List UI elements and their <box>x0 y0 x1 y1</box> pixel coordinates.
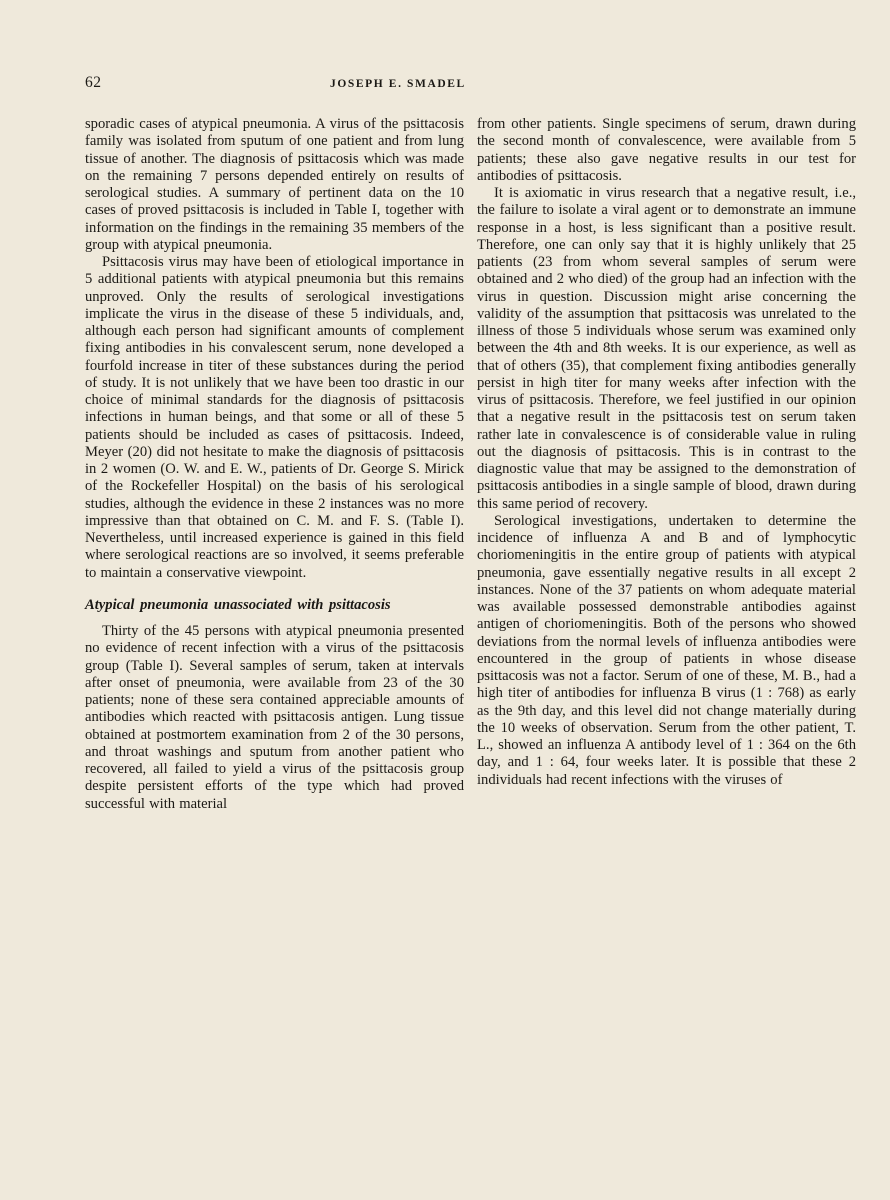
paragraph: It is axiomatic in virus research that a negative result, i.e., the failure to isolate a viral agent or to demonstrate an immune response in a host, is less significant than a positive result. Therefore, one can only say that it is highly unlikely that 25 patients (23 from whom several samples of serum were obtained and 2 who died) of the group had an infection with the virus in question. Discussion might arise concerning the validity of the assumption that psittacosis was unrelated to the illness of those 5 individuals whose serum was examined only between the 4th and 8th weeks. It is our experience, as well as that of others (35), that complement fixing antibodies generally persist in high titer for many weeks after infection with the virus of psittacosis. Therefore, we feel justified in our opinion that a negative result in the psittacosis test on serum taken rather late in convalescence is of considerable value in ruling out the diagnosis of psittacosis. This is in contrast to the diagnostic value that may be assigned to the demonstration of psittacosis antibodies in a single sample of blood, drawn during this same period of recovery. <box>477 185 856 512</box>
left-column <box>85 116 464 813</box>
page-header <box>0 0 890 112</box>
two-column-body <box>0 112 890 813</box>
paragraph: from other patients. Single specimens of serum, drawn during the second month of convalescence, were available from 5 patients; these also gave negative results in our test for antibodies of psittacosis. <box>477 116 856 184</box>
running-title: JOSEPH E. SMADEL <box>330 78 466 90</box>
right-column <box>477 116 856 813</box>
paragraph: Thirty of the 45 persons with atypical pneumonia presented no evidence of recent infection with a virus of the psittacosis group (Table I). Several samples of serum, taken at intervals after onset of pneumonia, were available from 23 of the 30 patients; none of these sera contained appreciable amounts of antibodies which reacted with psittacosis antigen. Lung tissue obtained at postmortem examination from 2 of the 30 persons, and throat washings and sputum from another patient who recovered, all failed to yield a virus of the psittacosis group despite persistent efforts of the type which had proved successful with material <box>85 623 464 812</box>
section-heading: Atypical pneumonia unassociated with psittacosis <box>85 596 391 613</box>
paragraph: sporadic cases of atypical pneumonia. A virus of the psittacosis family was isolated from sputum of one patient and from lung tissue of another. The diagnosis of psittacosis which was made on the remaining 7 persons depended entirely on results of serological studies. A summary of pertinent data on the 10 cases of proved psittacosis is included in Table I, together with information on the findings in the remaining 35 members of the group with atypical pneumonia. <box>85 116 464 253</box>
paragraph: Psittacosis virus may have been of etiological importance in 5 additional patients with atypical pneumonia but this remains unproved. Only the results of serological investigations implicate the virus in the disease of these 5 individuals, and, although each person had significant amounts of complement fixing antibodies in his convalescent serum, none developed a fourfold increase in titer of these substances during the period of study. It is not unlikely that we have been too drastic in our choice of minimal standards for the diagnosis of psittacosis infections in human beings, and that some or all of these 5 patients should be included as cases of psittacosis. Indeed, Meyer (20) did not hesitate to make the diagnosis of psittacosis in 2 women (O. W. and E. W., patients of Dr. George S. Mirick of the Rockefeller Hospital) on the basis of his serological studies, although the evidence in these 2 instances was no more impressive than that obtained on C. M. and F. S. (Table I). Nevertheless, until increased experience is gained in this field where serological reactions are so involved, it seems preferable to maintain a conservative viewpoint. <box>85 254 464 581</box>
page-number: 62 <box>85 74 102 91</box>
paragraph: Serological investigations, undertaken to determine the incidence of influenza A and B and of lymphocytic choriomeningitis in the entire group of patients with atypical pneumonia, gave essentially negative results in all except 2 instances. None of the 37 patients on whom adequate material was available possessed demonstrable antibodies against antigen of choriomeningitis. Both of the persons who showed deviations from the normal levels of influenza antibodies were encountered in the group of patients in whose disease psittacosis was not a factor. Serum of one of these, M. B., had a high titer of antibodies for influenza B virus (1 : 768) as early as the 9th day, and this level did not change materially during the 10 weeks of observation. Serum from the other patient, T. L., showed an influenza A antibody level of 1 : 364 on the 6th day, and 1 : 64, four weeks later. It is possible that these 2 individuals had recent infections with the viruses of <box>477 512 856 788</box>
